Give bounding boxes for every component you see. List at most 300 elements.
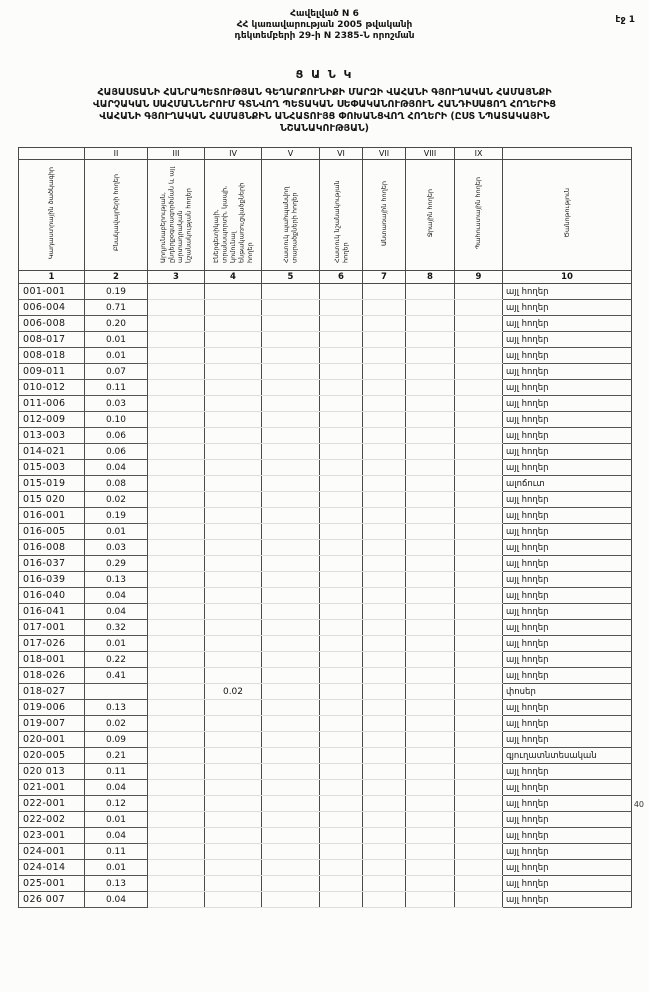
category-cell [455,460,503,476]
category-cell [363,540,406,556]
category-cell [205,284,262,300]
category-cell [455,668,503,684]
category-cell [205,812,262,828]
category-cell [320,764,363,780]
category-cell [363,876,406,892]
column-number: 5 [262,271,320,284]
table-row [19,348,632,364]
category-cell [406,508,455,524]
area-value-cell: 0.22 [85,652,148,668]
category-cell [406,524,455,540]
column-number: 8 [406,271,455,284]
category-cell [455,572,503,588]
note-cell: այլ հողեր [503,460,632,476]
category-cell [205,588,262,604]
table-row [19,476,632,492]
table-row [19,444,632,460]
margin-annotation: 40 [633,800,644,809]
area-value-cell: 0.02 [85,492,148,508]
table-row [19,780,632,796]
category-cell [148,508,205,524]
category-cell [320,332,363,348]
cadastral-code-cell: 018-026 [19,668,85,684]
category-cell [320,876,363,892]
area-value-cell: 0.04 [85,828,148,844]
category-cell [363,444,406,460]
category-cell [455,332,503,348]
category-cell [148,844,205,860]
category-cell [148,396,205,412]
category-cell [455,732,503,748]
table-row [19,332,632,348]
area-value-cell [85,684,148,700]
category-cell [205,732,262,748]
table-row [19,556,632,572]
column-header [455,160,503,271]
column-header-roman: III [148,148,205,160]
table-row [19,380,632,396]
note-cell: այլ հողեր [503,348,632,364]
column-header-label: Հատուկ պահպանվող տարածքների հողեր [282,186,299,263]
cadastral-code-cell: 024-001 [19,844,85,860]
category-cell [148,540,205,556]
note-cell: այլ հողեր [503,556,632,572]
table-row [19,668,632,684]
category-cell [205,700,262,716]
note-cell: այլ հողեր [503,764,632,780]
note-cell: այլ հողեր [503,588,632,604]
column-header-label: Հատուկ նշանակության հողեր [332,180,349,263]
category-cell [148,748,205,764]
category-cell [205,300,262,316]
cadastral-code-cell: 016-037 [19,556,85,572]
category-cell [455,396,503,412]
category-cell [363,860,406,876]
note-cell: այլ հողեր [503,828,632,844]
category-cell [363,684,406,700]
category-cell [148,460,205,476]
category-cell [406,588,455,604]
table-row [19,732,632,748]
category-cell: 0.02 [205,684,262,700]
category-cell [363,748,406,764]
category-cell [148,364,205,380]
cadastral-code-cell: 009-011 [19,364,85,380]
area-value-cell: 0.29 [85,556,148,572]
category-cell [455,620,503,636]
table-row [19,796,632,812]
note-cell: այլ հողեր [503,796,632,812]
category-cell [148,444,205,460]
category-cell [262,284,320,300]
category-cell [205,508,262,524]
category-cell [455,748,503,764]
cadastral-code-cell: 016-005 [19,524,85,540]
category-cell [262,668,320,684]
category-cell [320,668,363,684]
category-cell [262,860,320,876]
title-line: ՎԱՀԱՆԻ ԳՅՈՒՂԱԿԱՆ ՀԱՄԱՅՆՔԻՆ ԱՆՀԱՏՈՒՅՑ ՓՈԽԱՆՑՎՈՂ ՀՈՂԵՐԻ (ԸՍՏ ՆՊԱՏԱԿԱՅԻՆ [99,111,550,122]
cadastral-code-cell: 020-001 [19,732,85,748]
table-row [19,860,632,876]
column-header [148,160,205,271]
category-cell [455,764,503,780]
category-cell [363,556,406,572]
category-cell [148,700,205,716]
cadastral-code-cell: 018-001 [19,652,85,668]
category-cell [406,556,455,572]
category-cell [406,732,455,748]
category-cell [262,364,320,380]
category-cell [320,316,363,332]
table-row [19,812,632,828]
category-cell [262,412,320,428]
column-number: 3 [148,271,205,284]
category-cell [363,412,406,428]
category-cell [262,572,320,588]
category-cell [148,572,205,588]
column-number: 4 [205,271,262,284]
cadastral-code-cell: 018-027 [19,684,85,700]
note-cell: այլ հողեր [503,604,632,620]
note-cell: այլ հողեր [503,412,632,428]
category-cell [262,492,320,508]
category-cell [363,332,406,348]
table-row [19,300,632,316]
note-cell: այլ հողեր [503,492,632,508]
category-cell [320,348,363,364]
category-cell [320,508,363,524]
category-cell [205,652,262,668]
cadastral-code-cell: 022-001 [19,796,85,812]
category-cell [320,716,363,732]
category-cell [262,700,320,716]
column-header-label: Բնակավայրերի հողեր [111,174,120,252]
cadastral-code-cell: 016-040 [19,588,85,604]
category-cell [205,524,262,540]
cadastral-code-cell: 011-006 [19,396,85,412]
category-cell [363,812,406,828]
category-cell [455,476,503,492]
cadastral-code-cell: 016-008 [19,540,85,556]
category-cell [148,732,205,748]
category-cell [320,556,363,572]
table-row [19,524,632,540]
category-cell [406,396,455,412]
column-header [19,160,85,271]
category-cell [406,796,455,812]
category-cell [406,380,455,396]
area-value-cell: 0.01 [85,332,148,348]
category-cell [406,620,455,636]
category-cell [205,604,262,620]
note-cell: այլ հողեր [503,396,632,412]
category-cell [363,428,406,444]
cadastral-code-cell: 017-001 [19,620,85,636]
appendix-block [0,9,649,42]
note-cell: գյուղատնտեսական [503,748,632,764]
column-header [85,160,148,271]
category-cell [148,556,205,572]
table-row [19,700,632,716]
category-cell [363,572,406,588]
category-cell [148,348,205,364]
document-title [28,87,621,135]
roman-numeral-row [19,148,632,160]
title-line: ՎԱՐՉԱԿԱՆ ՍԱՀՄԱՆՆԵՐՈՒՄ ԳՏՆՎՈՂ ՊԵՏԱԿԱՆ ՍԵՓԱԿԱՆՈՒԹՅՈՒՆ ՀԱՆԴԻՍԱՑՈՂ ՀՈՂԵՐԻՑ [92,99,557,110]
category-cell [320,412,363,428]
category-cell [320,540,363,556]
table-row [19,844,632,860]
category-cell [320,812,363,828]
area-value-cell: 0.04 [85,892,148,908]
area-value-cell: 0.06 [85,428,148,444]
category-cell [363,316,406,332]
category-cell [406,316,455,332]
category-cell [262,620,320,636]
column-header-roman: IV [205,148,262,160]
category-cell [406,716,455,732]
category-cell [363,588,406,604]
table-row [19,604,632,620]
cadastral-code-cell: 006-004 [19,300,85,316]
category-cell [363,604,406,620]
category-cell [455,284,503,300]
area-value-cell: 0.06 [85,444,148,460]
area-value-cell: 0.13 [85,700,148,716]
table-row [19,492,632,508]
area-value-cell: 0.01 [85,636,148,652]
note-cell: այլ հողեր [503,652,632,668]
cadastral-code-cell: 015-003 [19,460,85,476]
column-header-label: Կադաստրային ծածկագիր [47,166,56,260]
column-header-roman [503,148,632,160]
table-row [19,508,632,524]
table-row [19,540,632,556]
land-transfer-table [18,147,632,908]
category-cell [406,572,455,588]
category-cell [262,508,320,524]
category-cell [148,812,205,828]
category-cell [406,812,455,828]
area-value-cell: 0.02 [85,716,148,732]
category-cell [455,524,503,540]
category-cell [320,844,363,860]
category-cell [320,492,363,508]
category-cell [262,444,320,460]
column-number-row [19,271,632,284]
category-cell [148,636,205,652]
category-cell [320,604,363,620]
area-value-cell: 0.01 [85,348,148,364]
list-title: Ց Ա Ն Կ [295,68,354,81]
category-cell [363,844,406,860]
category-cell [455,716,503,732]
category-cell [148,476,205,492]
category-cell [406,828,455,844]
table-row [19,316,632,332]
category-cell [262,540,320,556]
category-cell [363,828,406,844]
column-number: 10 [503,271,632,284]
category-cell [148,332,205,348]
cadastral-code-cell: 014-021 [19,444,85,460]
category-cell [262,332,320,348]
category-cell [262,844,320,860]
category-cell [148,780,205,796]
category-cell [205,316,262,332]
category-cell [262,828,320,844]
column-header [205,160,262,271]
column-header [503,160,632,271]
note-cell: այլ հողեր [503,540,632,556]
category-cell [455,364,503,380]
category-cell [455,812,503,828]
category-cell [406,364,455,380]
table-row [19,892,632,908]
category-cell [363,524,406,540]
category-cell [455,892,503,908]
column-header-roman: V [262,148,320,160]
category-cell [363,716,406,732]
area-value-cell: 0.01 [85,860,148,876]
category-cell [205,716,262,732]
cadastral-code-cell: 001-001 [19,284,85,300]
category-cell [406,780,455,796]
note-cell: այլ հողեր [503,876,632,892]
category-cell [455,876,503,892]
category-cell [205,460,262,476]
category-cell [148,316,205,332]
category-cell [148,684,205,700]
category-cell [363,508,406,524]
category-cell [205,860,262,876]
category-cell [205,540,262,556]
category-cell [148,492,205,508]
category-cell [455,444,503,460]
category-cell [262,892,320,908]
category-cell [148,428,205,444]
category-cell [320,364,363,380]
table-row [19,876,632,892]
cadastral-code-cell: 025-001 [19,876,85,892]
column-header-label: Ծանոթություն [562,188,571,238]
category-cell [320,300,363,316]
area-value-cell: 0.71 [85,300,148,316]
document-page [0,9,649,992]
category-cell [455,492,503,508]
category-cell [455,780,503,796]
category-cell [363,652,406,668]
table-row [19,588,632,604]
note-cell: այլ հողեր [503,364,632,380]
note-cell: այլ հողեր [503,844,632,860]
note-cell: այլ հողեր [503,812,632,828]
table-row [19,828,632,844]
category-cell [262,780,320,796]
title-line: ՀԱՅԱՍՏԱՆԻ ՀԱՆՐԱՊԵՏՈՒԹՅԱՆ ԳԵՂԱՐՔՈՒՆԻՔԻ ՄԱՐԶԻ ՎԱՀԱՆԻ ԳՅՈՒՂԱԿԱՆ ՀԱՄԱՅՆՔԻ [97,87,552,98]
category-cell [262,316,320,332]
category-cell [205,396,262,412]
category-cell [455,604,503,620]
note-cell: ալոճուտ [503,476,632,492]
table-row [19,716,632,732]
category-cell [455,684,503,700]
category-cell [262,380,320,396]
category-cell [406,876,455,892]
column-header-roman: VI [320,148,363,160]
cadastral-code-cell: 016-001 [19,508,85,524]
area-value-cell: 0.01 [85,524,148,540]
category-cell [363,348,406,364]
category-cell [406,284,455,300]
table-row [19,684,632,700]
category-cell [320,748,363,764]
column-header [320,160,363,271]
category-cell [205,748,262,764]
cadastral-code-cell: 019-007 [19,716,85,732]
category-cell [363,300,406,316]
column-header [363,160,406,271]
category-cell [262,796,320,812]
category-cell [205,636,262,652]
category-cell [455,652,503,668]
category-cell [148,588,205,604]
category-cell [406,492,455,508]
category-cell [363,396,406,412]
column-header-label: Անտառային հողեր [379,180,388,246]
cadastral-code-cell: 006-008 [19,316,85,332]
category-cell [320,828,363,844]
note-cell: այլ հողեր [503,620,632,636]
category-cell [148,796,205,812]
cadastral-code-cell: 010-012 [19,380,85,396]
cadastral-code-cell: 015 020 [19,492,85,508]
category-cell [262,604,320,620]
cadastral-code-cell: 021-001 [19,780,85,796]
category-cell [205,572,262,588]
note-cell: այլ հողեր [503,316,632,332]
cadastral-code-cell: 008-018 [19,348,85,364]
note-cell: այլ հողեր [503,380,632,396]
area-value-cell: 0.20 [85,316,148,332]
note-cell: այլ հողեր [503,668,632,684]
table-row [19,572,632,588]
category-cell [455,508,503,524]
table-row [19,620,632,636]
category-cell [363,732,406,748]
category-cell [455,428,503,444]
category-cell [320,524,363,540]
category-cell [262,476,320,492]
category-cell [148,412,205,428]
note-cell: այլ հողեր [503,284,632,300]
category-cell [320,652,363,668]
column-header-label: Ջրային հողեր [425,188,434,238]
category-cell [262,460,320,476]
category-cell [363,780,406,796]
category-cell [363,668,406,684]
category-cell [455,860,503,876]
area-value-cell: 0.09 [85,732,148,748]
category-cell [455,828,503,844]
category-cell [148,604,205,620]
category-cell [320,796,363,812]
category-cell [205,844,262,860]
table-row [19,284,632,300]
category-cell [455,556,503,572]
appendix-line: Հավելված N 6 [290,9,359,19]
